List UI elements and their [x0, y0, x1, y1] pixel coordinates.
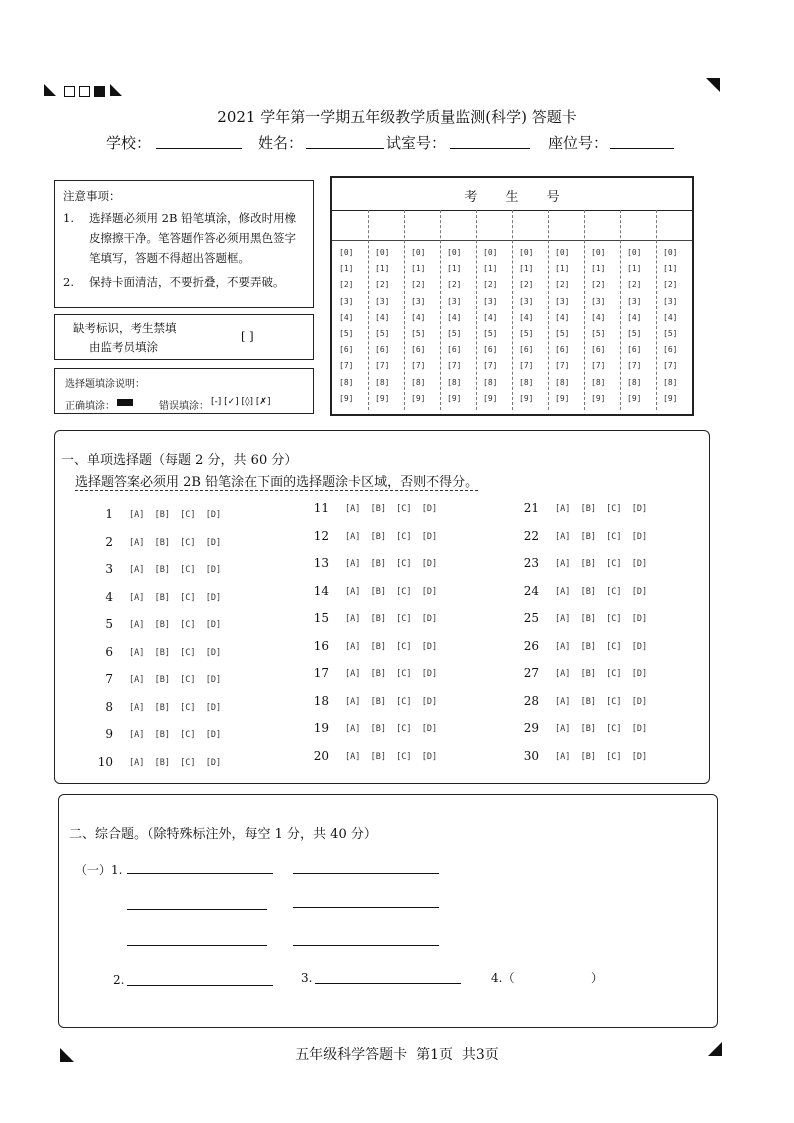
- student-id-digit-bubble[interactable]: [5]: [375, 329, 390, 338]
- student-id-digit-bubble[interactable]: [0]: [591, 248, 606, 257]
- question-number: 14: [313, 583, 329, 598]
- student-id-digit-bubble[interactable]: [5]: [519, 329, 534, 338]
- wrong-fill-label: 错误填涂：: [159, 401, 209, 412]
- absent-mark[interactable]: [ ]: [241, 329, 254, 343]
- question-number: 26: [523, 638, 539, 653]
- corner-marker-top-right: [706, 78, 720, 92]
- question-number: 21: [523, 501, 539, 515]
- student-id-digit-bubble[interactable]: [8]: [339, 377, 354, 387]
- student-id-digit-bubble[interactable]: [3]: [483, 296, 498, 306]
- student-id-digit-bubble[interactable]: [3]: [411, 296, 426, 306]
- question-number: 18: [313, 693, 329, 708]
- question-number: 20: [313, 748, 329, 763]
- question-number: 25: [523, 611, 539, 625]
- question-number: 24: [523, 583, 539, 598]
- question-number: 10: [97, 754, 113, 769]
- wrong-fill-examples: [-] [✓] [◊] [✗]: [211, 397, 271, 407]
- student-id-digit-bubble[interactable]: [6]: [555, 345, 570, 355]
- corner-marker-top-left-2: [110, 84, 122, 96]
- student-id-digit-bubble[interactable]: [9]: [519, 393, 534, 403]
- student-id-digit-bubble[interactable]: [7]: [375, 361, 390, 371]
- q4-close: ）: [591, 971, 604, 985]
- student-id-digit-bubble[interactable]: [2]: [519, 280, 534, 290]
- question-number: 9: [105, 727, 113, 741]
- answer-blank[interactable]: [293, 907, 439, 908]
- question-number: 11: [313, 501, 329, 515]
- student-id-digit-bubble[interactable]: [4]: [483, 312, 498, 322]
- question-number: 16: [313, 638, 329, 653]
- student-id-digit-bubble[interactable]: [1]: [339, 264, 354, 274]
- student-id-digit-bubble[interactable]: [1]: [483, 264, 498, 274]
- student-id-column-divider: [368, 210, 369, 410]
- student-id-digit-bubble[interactable]: [6]: [591, 345, 606, 355]
- student-id-digit-bubble[interactable]: [6]: [663, 345, 678, 355]
- student-id-digit-bubble[interactable]: [7]: [663, 361, 678, 371]
- answer-blank[interactable]: [127, 945, 267, 946]
- correct-fill-label: 正确填涂：: [65, 401, 115, 412]
- student-id-digit-bubble[interactable]: [3]: [375, 296, 390, 306]
- student-id-digit-bubble[interactable]: [9]: [663, 393, 678, 403]
- student-id-title: 考 生 号: [464, 190, 560, 205]
- q3-label: 3.: [301, 971, 313, 985]
- student-id-digit-bubble[interactable]: [1]: [375, 264, 390, 274]
- answer-options[interactable]: [A] [B] [C] [D]: [345, 504, 438, 514]
- fill-guide-box: [54, 368, 314, 414]
- answer-options[interactable]: [A] [B] [C] [D]: [129, 647, 222, 658]
- notice-item-1-number: 1.: [63, 211, 74, 225]
- student-id-digit-bubble[interactable]: [3]: [519, 296, 534, 306]
- section-comprehensive: [58, 794, 718, 1028]
- notice-box: [54, 180, 314, 308]
- school-field[interactable]: [156, 148, 242, 149]
- student-id-digit-bubble[interactable]: [7]: [519, 361, 534, 371]
- answer-blank[interactable]: [127, 873, 273, 874]
- student-id-digit-bubble[interactable]: [2]: [555, 280, 570, 290]
- student-id-digit-bubble[interactable]: [0]: [375, 248, 390, 257]
- student-id-digit-bubble[interactable]: [2]: [375, 280, 390, 290]
- answer-options[interactable]: [A] [B] [C] [D]: [129, 730, 222, 740]
- notice-title: 注意事项：: [63, 189, 121, 203]
- notice-item-1-line: 选择题必须用 2B 铅笔填涂，修改时用橡: [89, 211, 297, 225]
- student-id-digit-bubble[interactable]: [4]: [663, 312, 678, 322]
- student-id-digit-bubble[interactable]: [3]: [663, 296, 678, 306]
- student-id-digit-bubble[interactable]: [6]: [447, 345, 462, 355]
- question-number: 4: [105, 589, 113, 604]
- notice-item-2-text: 保持卡面清洁，不要折叠，不要弄破。: [89, 275, 285, 289]
- room-field[interactable]: [450, 148, 530, 149]
- student-id-digit-bubble[interactable]: [3]: [339, 296, 354, 306]
- student-id-digit-bubble[interactable]: [3]: [555, 296, 570, 306]
- student-id-digit-bubble[interactable]: [7]: [483, 361, 498, 371]
- section-single-choice: [54, 430, 710, 784]
- answer-blank[interactable]: [127, 909, 267, 910]
- student-id-digit-bubble[interactable]: [2]: [663, 280, 678, 290]
- student-id-digit-bubble[interactable]: [8]: [663, 377, 678, 387]
- student-id-digit-bubble[interactable]: [9]: [411, 393, 426, 403]
- student-id-digit-bubble[interactable]: [2]: [483, 280, 498, 290]
- answer-options[interactable]: [A] [B] [C] [D]: [555, 586, 648, 597]
- page-footer: 五年级科学答题卡 第1页 共3页: [295, 1047, 499, 1063]
- student-id-digit-bubble[interactable]: [2]: [339, 280, 354, 290]
- correct-fill-example: [117, 399, 133, 406]
- student-id-digit-bubble[interactable]: [8]: [411, 377, 426, 387]
- student-id-digit-bubble[interactable]: [9]: [375, 393, 390, 403]
- answer-options[interactable]: [A] [B] [C] [D]: [345, 559, 438, 569]
- question-number: 17: [313, 666, 329, 680]
- student-id-digit-bubble[interactable]: [1]: [447, 264, 462, 274]
- student-id-digit-bubble[interactable]: [6]: [411, 345, 426, 355]
- answer-options[interactable]: [A] [B] [C] [D]: [555, 696, 648, 707]
- student-id-digit-bubble[interactable]: [5]: [555, 329, 570, 338]
- marker-square: [94, 86, 105, 97]
- student-id-grid: [330, 176, 694, 416]
- student-id-digit-bubble[interactable]: [0]: [339, 248, 354, 257]
- notice-item-1-line: 皮擦擦干净。笔答题作答必须用黑色签字: [89, 231, 296, 245]
- student-id-column-divider: [584, 210, 585, 410]
- question-number: 5: [105, 617, 113, 631]
- student-id-digit-bubble[interactable]: [0]: [411, 248, 426, 257]
- notice-item-1-line: 笔填写，答题不得超出答题框。: [89, 251, 250, 265]
- absent-line-1: 缺考标识，考生禁填: [73, 321, 177, 335]
- question-number: 7: [105, 672, 113, 686]
- student-id-digit-bubble[interactable]: [8]: [375, 377, 390, 387]
- question-number: 29: [523, 721, 539, 735]
- student-id-digit-bubble[interactable]: [7]: [627, 361, 642, 371]
- student-id-digit-bubble[interactable]: [1]: [663, 264, 678, 274]
- student-id-digit-bubble[interactable]: [3]: [591, 296, 606, 306]
- answer-blank[interactable]: [315, 983, 461, 984]
- student-id-digit-bubble[interactable]: [7]: [555, 361, 570, 371]
- student-id-digit-bubble[interactable]: [5]: [591, 329, 606, 338]
- student-id-column-divider: [656, 210, 657, 410]
- student-id-digit-bubble[interactable]: [1]: [411, 264, 426, 274]
- student-id-column-divider: [512, 210, 513, 410]
- student-id-digit-bubble[interactable]: [9]: [483, 393, 498, 403]
- question-number: 19: [313, 721, 329, 735]
- student-id-digit-bubble[interactable]: [2]: [627, 280, 642, 290]
- student-id-digit-bubble[interactable]: [0]: [555, 248, 570, 257]
- answer-options[interactable]: [A] [B] [C] [D]: [555, 559, 648, 569]
- student-id-column-divider: [620, 210, 621, 410]
- q4-label: 4.（: [491, 971, 515, 985]
- section-2-title: 二、综合题。（除特殊标注外，每空 1 分，共 40 分）: [69, 827, 377, 842]
- answer-options[interactable]: [A] [B] [C] [D]: [345, 751, 438, 762]
- student-id-digit-bubble[interactable]: [2]: [447, 280, 462, 290]
- student-id-digit-bubble[interactable]: [9]: [339, 393, 354, 403]
- name-label: 姓名：: [258, 134, 304, 152]
- student-id-digit-bubble[interactable]: [8]: [483, 377, 498, 387]
- student-id-digit-bubble[interactable]: [1]: [591, 264, 606, 274]
- student-id-digit-bubble[interactable]: [1]: [519, 264, 534, 274]
- student-id-digit-bubble[interactable]: [9]: [627, 393, 642, 403]
- answer-options[interactable]: [A] [B] [C] [D]: [345, 696, 438, 707]
- student-id-digit-bubble[interactable]: [9]: [447, 393, 462, 403]
- student-id-digit-bubble[interactable]: [1]: [555, 264, 570, 274]
- answer-options[interactable]: [A] [B] [C] [D]: [129, 510, 222, 520]
- student-id-digit-bubble[interactable]: [6]: [483, 345, 498, 355]
- student-id-digit-bubble[interactable]: [8]: [519, 377, 534, 387]
- question-number: 12: [313, 528, 329, 543]
- student-id-digit-bubble[interactable]: [8]: [555, 377, 570, 387]
- answer-options[interactable]: [A] [B] [C] [D]: [555, 641, 648, 652]
- student-id-digit-bubble[interactable]: [4]: [555, 312, 570, 322]
- question-number: 6: [105, 644, 113, 659]
- section-1-title: 一、单项选择题（每题 2 分，共 60 分）: [61, 453, 298, 468]
- student-id-digit-bubble[interactable]: [0]: [519, 248, 534, 257]
- page-title: 2021 学年第一学期五年级教学质量监测(科学) 答题卡: [217, 108, 577, 126]
- student-id-digit-bubble[interactable]: [4]: [375, 312, 390, 322]
- answer-options[interactable]: [A] [B] [C] [D]: [345, 724, 438, 734]
- answer-options[interactable]: [A] [B] [C] [D]: [129, 620, 222, 630]
- absent-box: [54, 314, 314, 360]
- student-id-digit-bubble[interactable]: [0]: [663, 248, 678, 257]
- seat-field[interactable]: [610, 148, 674, 149]
- student-id-digit-bubble[interactable]: [5]: [339, 329, 354, 338]
- question-number: 3: [105, 562, 113, 576]
- student-id-digit-bubble[interactable]: [4]: [411, 312, 426, 322]
- q2-label: 2.: [113, 973, 125, 987]
- student-id-digit-bubble[interactable]: [5]: [411, 329, 426, 338]
- question-number: 13: [313, 556, 329, 570]
- student-id-digit-bubble[interactable]: [6]: [519, 345, 534, 355]
- student-id-digit-bubble[interactable]: [7]: [339, 361, 354, 371]
- student-id-digit-bubble[interactable]: [8]: [591, 377, 606, 387]
- answer-options[interactable]: [A] [B] [C] [D]: [555, 504, 648, 514]
- question-number: 8: [105, 699, 113, 714]
- student-id-column-divider: [404, 210, 405, 410]
- answer-options[interactable]: [A] [B] [C] [D]: [129, 702, 222, 713]
- student-id-digit-bubble[interactable]: [3]: [627, 296, 642, 306]
- corner-marker-top-left: [44, 84, 56, 96]
- school-label: 学校：: [106, 134, 152, 152]
- student-id-digit-bubble[interactable]: [5]: [627, 329, 642, 338]
- answer-blank[interactable]: [127, 985, 273, 986]
- answer-blank[interactable]: [293, 945, 439, 946]
- answer-options[interactable]: [A] [B] [C] [D]: [129, 757, 222, 768]
- answer-options[interactable]: [A] [B] [C] [D]: [345, 614, 438, 624]
- absent-line-2: 由监考员填涂: [89, 340, 158, 354]
- answer-options[interactable]: [A] [B] [C] [D]: [129, 565, 222, 575]
- question-number: 1: [105, 507, 113, 521]
- student-id-digit-bubble[interactable]: [4]: [519, 312, 534, 322]
- answer-options[interactable]: [A] [B] [C] [D]: [129, 592, 222, 603]
- student-id-digit-bubble[interactable]: [2]: [591, 280, 606, 290]
- answer-options[interactable]: [A] [B] [C] [D]: [555, 614, 648, 624]
- student-id-digit-bubble[interactable]: [7]: [591, 361, 606, 371]
- answer-options[interactable]: [A] [B] [C] [D]: [345, 531, 438, 542]
- answer-options[interactable]: [A] [B] [C] [D]: [555, 724, 648, 734]
- student-id-column-divider: [548, 210, 549, 410]
- marker-square: [64, 86, 75, 97]
- name-field[interactable]: [306, 148, 384, 149]
- question-number: 15: [313, 611, 329, 625]
- student-id-digit-bubble[interactable]: [4]: [627, 312, 642, 322]
- student-id-digit-bubble[interactable]: [0]: [447, 248, 462, 257]
- student-id-digit-bubble[interactable]: [5]: [447, 329, 462, 338]
- answer-options[interactable]: [A] [B] [C] [D]: [129, 675, 222, 685]
- student-id-column-divider: [440, 210, 441, 410]
- student-id-digit-bubble[interactable]: [1]: [627, 264, 642, 274]
- student-id-digit-bubble[interactable]: [4]: [447, 312, 462, 322]
- student-id-digit-bubble[interactable]: [8]: [627, 377, 642, 387]
- section-1-instruction: 选择题答案必须用 2B 铅笔涂在下面的选择题涂卡区域，否则不得分。: [75, 471, 478, 491]
- part-1-label: （一）1.: [75, 863, 123, 877]
- student-id-digit-bubble[interactable]: [7]: [411, 361, 426, 371]
- student-id-digit-bubble[interactable]: [3]: [447, 296, 462, 306]
- fill-guide-title: 选择题填涂说明：: [65, 379, 145, 390]
- answer-options[interactable]: [A] [B] [C] [D]: [555, 531, 648, 542]
- question-number: 27: [523, 666, 539, 680]
- answer-options[interactable]: [A] [B] [C] [D]: [345, 586, 438, 597]
- notice-item-2-number: 2.: [63, 275, 74, 289]
- answer-options[interactable]: [A] [B] [C] [D]: [555, 751, 648, 762]
- question-number: 28: [523, 693, 539, 708]
- question-number: 22: [523, 528, 539, 543]
- student-id-digit-bubble[interactable]: [5]: [663, 329, 678, 338]
- student-id-digit-bubble[interactable]: [9]: [555, 393, 570, 403]
- student-id-digit-bubble[interactable]: [6]: [627, 345, 642, 355]
- student-id-digit-bubble[interactable]: [8]: [447, 377, 462, 387]
- student-id-digit-bubble[interactable]: [9]: [591, 393, 606, 403]
- answer-options[interactable]: [A] [B] [C] [D]: [345, 669, 438, 679]
- question-number: 2: [105, 534, 113, 549]
- student-id-digit-bubble[interactable]: [5]: [483, 329, 498, 338]
- question-number: 30: [523, 748, 539, 763]
- answer-blank[interactable]: [293, 873, 439, 874]
- student-id-digit-bubble[interactable]: [4]: [591, 312, 606, 322]
- student-id-digit-bubble[interactable]: [0]: [483, 248, 498, 257]
- student-id-digit-bubble[interactable]: [6]: [339, 345, 354, 355]
- seat-label: 座位号：: [548, 134, 609, 152]
- answer-options[interactable]: [A] [B] [C] [D]: [345, 641, 438, 652]
- answer-options[interactable]: [A] [B] [C] [D]: [129, 537, 222, 548]
- student-id-digit-bubble[interactable]: [0]: [627, 248, 642, 257]
- student-id-digit-bubble[interactable]: [4]: [339, 312, 354, 322]
- student-id-digit-bubble[interactable]: [2]: [411, 280, 426, 290]
- room-label: 试室号：: [386, 134, 447, 152]
- student-id-column-divider: [476, 210, 477, 410]
- question-number: 23: [523, 556, 539, 570]
- student-id-digit-bubble[interactable]: [6]: [375, 345, 390, 355]
- answer-options[interactable]: [A] [B] [C] [D]: [555, 669, 648, 679]
- marker-square: [79, 86, 90, 97]
- student-id-digit-bubble[interactable]: [7]: [447, 361, 462, 371]
